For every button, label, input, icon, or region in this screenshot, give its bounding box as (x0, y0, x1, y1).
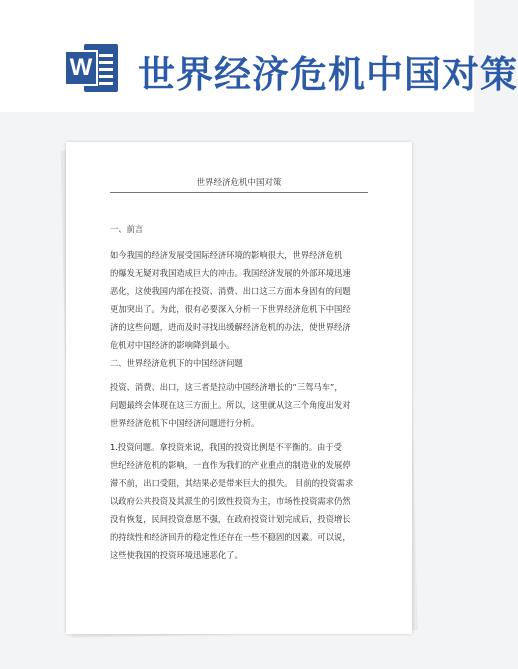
text-line: 济的这些问题，进而及时寻找出缓解经济危机的办法，使世界经济 (110, 322, 351, 332)
text-line: 没有恢复，民间投资意愿不强，在政府投资计划完成后，投资增长 (110, 514, 351, 524)
text-line: 更加突出了。为此，很有必要深入分析一下世界经济危机下中国经 (110, 304, 351, 314)
document-page (66, 142, 412, 634)
banner-title: 世界经济危机中国对策 (138, 53, 518, 96)
paragraph-intro (110, 246, 382, 354)
title-underline (110, 192, 368, 193)
text-line: 一、前言 (110, 224, 144, 234)
word-badge-letter: W (64, 50, 98, 86)
text-line: 二、世界经济危机下的中国经济问题 (110, 358, 243, 368)
text-line: 世界经济危机下中国经济问题进行分析。 (110, 418, 260, 428)
text-line: 危机对中国经济的影响降到最小。 (110, 340, 235, 350)
text-line: 1.投资问题。拿投资来说，我国的投资比例是不平衡的。由于受 (110, 442, 342, 452)
text-line: 的爆发无疑对我国造成巨大的冲击。我国经济发展的外部环境迅速 (110, 268, 351, 278)
word-icon (64, 40, 122, 96)
header-banner (0, 0, 518, 112)
heading-problems (110, 354, 382, 372)
text-line: 的持续性和经济回升的稳定性还存在一些不稳固的因素。可以说， (110, 532, 351, 542)
heading-preface (110, 220, 382, 238)
text-line: 如今我国的经济发展受国际经济环境的影响很大，世界经济危机 (110, 250, 343, 260)
text-line: 这些使我国的投资环境迅速恶化了。 (110, 550, 243, 560)
document-title: 世界经济危机中国对策 (196, 178, 282, 188)
text-line: 投资、消费、出口，这三者是拉动中国经济增长的“三驾马车”， (110, 382, 343, 392)
paragraph-investment (110, 438, 382, 564)
text-line: 问题最终会体现在这三方面上。所以，这里就从这三个角度出发对 (110, 400, 351, 410)
paragraph-overview (110, 378, 382, 432)
text-line: 滞不前，出口受阻，其结果必是带来巨大的损失。 目前的投资需求 (110, 478, 354, 488)
text-line: 恶化，这使我国内部在投资、消费、出口这三方面本身固有的问题 (110, 286, 351, 296)
text-line: 世纪经济危机的影响，一直作为我们的产业重点的制造业的发展停 (110, 460, 351, 470)
text-line: 以政府公共投资及其派生的引致性投资为主，市场性投资需求仍然 (110, 496, 351, 506)
